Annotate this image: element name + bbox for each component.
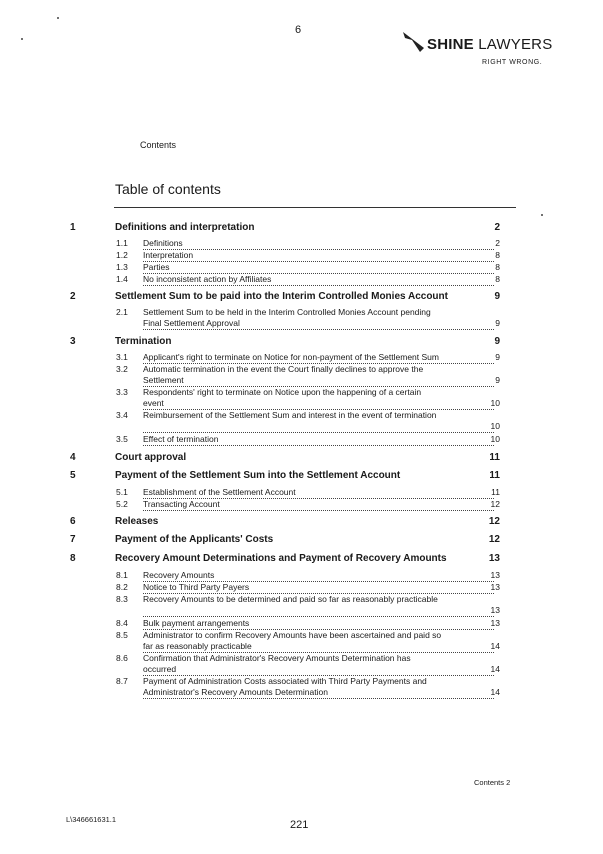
shine-lawyers-logo — [402, 30, 552, 74]
toc-subsection-line: Automatic termination in the event the Court finally declines to approve the — [143, 364, 424, 374]
toc-subsection-number: 8.7 — [116, 676, 128, 686]
toc-subsection-title — [143, 434, 498, 446]
toc-subsection-page: 14 — [490, 641, 500, 651]
toc-subsection-number: 8.3 — [116, 594, 128, 604]
toc-subsection-number: 5.2 — [116, 499, 128, 509]
toc-subsection-number: 3.3 — [116, 387, 128, 397]
toc-subsection-page: 8 — [495, 262, 500, 272]
toc-subsection-number: 3.5 — [116, 434, 128, 444]
toc-section-page: 2 — [494, 222, 500, 233]
toc-subsection-line: far as reasonably practicable — [143, 641, 494, 653]
toc-subsection-title — [143, 653, 498, 676]
logo-swoosh-icon — [402, 30, 426, 54]
toc-subsection-line: Settlement Sum to be held in the Interim Controlled Monies Account pending — [143, 307, 431, 317]
toc-subsection-title — [143, 262, 498, 274]
toc-subsection-page: 13 — [490, 570, 500, 580]
toc-section-title: Definitions and interpretation — [115, 222, 255, 233]
toc-subsection-number: 8.5 — [116, 630, 128, 640]
toc-subsection-title — [143, 274, 498, 286]
toc-subsection-page: 8 — [495, 250, 500, 260]
toc-section-page: 12 — [488, 534, 500, 545]
toc-subsection-line — [143, 421, 494, 433]
toc-subsection-page: 14 — [490, 664, 500, 674]
toc-subsection-title — [143, 676, 498, 699]
toc-subsection-page: 9 — [495, 352, 500, 362]
toc-subsection-number: 1.3 — [116, 262, 128, 272]
toc-subsection-line: Respondents' right to terminate on Notice upon the happening of a certain — [143, 387, 422, 397]
toc-subsection-title — [143, 364, 498, 387]
toc-subsection-line: Final Settlement Approval — [143, 318, 494, 330]
toc-subsection-line: Recovery Amounts to be determined and paid so far as reasonably practicable — [143, 594, 438, 604]
toc-subsection-number: 3.1 — [116, 352, 128, 362]
toc-section-number: 5 — [70, 470, 76, 481]
footer-page-number: 221 — [290, 819, 309, 831]
toc-section-number: 1 — [70, 222, 76, 233]
toc-section-page: 13 — [488, 553, 500, 564]
toc-subsection-title — [143, 582, 498, 594]
toc-subsection-title — [143, 487, 498, 499]
toc-section-page: 9 — [494, 336, 500, 347]
toc-subsection-line: Parties — [143, 262, 494, 274]
section-label: Contents — [140, 140, 177, 150]
toc-subsection-line: Recovery Amounts — [143, 570, 494, 582]
footer-document-id: L\346661631.1 — [66, 815, 117, 824]
toc-subsection-page: 9 — [495, 375, 500, 385]
toc-section-title: Termination — [115, 336, 172, 347]
toc-section-title: Payment of the Applicants' Costs — [115, 534, 274, 545]
toc-subsection-number: 5.1 — [116, 487, 128, 497]
toc-subsection-title — [143, 618, 498, 630]
toc-subsection-page: 10 — [490, 434, 500, 444]
toc-section-page: 11 — [489, 470, 500, 481]
toc-section-page: 12 — [488, 516, 500, 527]
scan-speck — [57, 17, 59, 19]
title-rule — [114, 207, 516, 208]
top-page-number: 6 — [295, 24, 302, 36]
toc-section-title: Payment of the Settlement Sum into the Settlement Account — [115, 470, 401, 481]
scan-speck — [541, 214, 543, 216]
toc-section-page: 9 — [494, 291, 500, 302]
toc-subsection-page: 2 — [495, 238, 500, 248]
toc-subsection-line: Applicant's right to terminate on Notice for non-payment of the Settlement Sum — [143, 352, 494, 364]
toc-section-title: Recovery Amount Determinations and Payment of Recovery Amounts — [115, 553, 447, 564]
toc-subsection-line: Payment of Administration Costs associated with Third Party Payments and — [143, 676, 427, 686]
toc-subsection-page: 10 — [490, 398, 500, 408]
toc-subsection-number: 1.2 — [116, 250, 128, 260]
toc-subsection-line: Reimbursement of the Settlement Sum and interest in the event of termination — [143, 410, 437, 420]
toc-subsection-title — [143, 307, 498, 330]
toc-subsection-line: Confirmation that Administrator's Recovery Amounts Determination has — [143, 653, 411, 663]
toc-section-page: 11 — [489, 452, 500, 463]
toc-subsection-page: 14 — [490, 687, 500, 697]
logo-tagline: RIGHT WRONG. — [482, 59, 543, 66]
toc-subsection-title — [143, 352, 498, 364]
toc-subsection-line: Administrator's Recovery Amounts Determination — [143, 687, 494, 699]
toc-section-number: 6 — [70, 516, 76, 527]
toc-section-number: 4 — [70, 452, 76, 463]
toc-subsection-line: occurred — [143, 664, 494, 676]
toc-subsection-page: 8 — [495, 274, 500, 284]
toc-subsection-number: 1.1 — [116, 238, 128, 248]
toc-subsection-number: 8.6 — [116, 653, 128, 663]
toc-section-title: Settlement Sum to be paid into the Interim Controlled Monies Account — [115, 291, 448, 302]
logo-name: SHINE LAWYERS — [427, 36, 553, 53]
toc-subsection-number: 8.2 — [116, 582, 128, 592]
toc-subsection-line: Notice to Third Party Payers — [143, 582, 494, 594]
toc-subsection-line: Settlement — [143, 375, 494, 387]
toc-subsection-title — [143, 499, 498, 511]
toc-subsection-line: Bulk payment arrangements — [143, 618, 494, 630]
toc-subsection-line: No inconsistent action by Affiliates — [143, 274, 494, 286]
toc-subsection-number: 8.4 — [116, 618, 128, 628]
toc-subsection-line: Definitions — [143, 238, 494, 250]
toc-subsection-line: event — [143, 398, 494, 410]
toc-subsection-line — [143, 605, 494, 617]
toc-subsection-title — [143, 250, 498, 262]
toc-subsection-title — [143, 387, 498, 410]
toc-subsection-title — [143, 594, 498, 617]
toc-subsection-title — [143, 570, 498, 582]
toc-section-number: 7 — [70, 534, 76, 545]
toc-subsection-title — [143, 630, 498, 653]
toc-subsection-line: Effect of termination — [143, 434, 494, 446]
toc-subsection-number: 1.4 — [116, 274, 128, 284]
scan-speck — [21, 38, 23, 40]
toc-subsection-page: 10 — [490, 421, 500, 431]
toc-section-number: 3 — [70, 336, 76, 347]
toc-subsection-page: 11 — [491, 487, 500, 497]
toc-subsection-line: Administrator to confirm Recovery Amounts have been ascertained and paid so — [143, 630, 442, 640]
toc-section-title: Court approval — [115, 452, 187, 463]
toc-subsection-number: 8.1 — [116, 570, 128, 580]
toc-subsection-number: 2.1 — [116, 307, 128, 317]
toc-subsection-page: 13 — [490, 618, 500, 628]
toc-section-title: Releases — [115, 516, 159, 527]
toc-subsection-page: 13 — [490, 605, 500, 615]
toc-subsection-line: Interpretation — [143, 250, 494, 262]
toc-section-number: 8 — [70, 553, 76, 564]
toc-title: Table of contents — [115, 181, 221, 197]
toc-subsection-line: Transacting Account — [143, 499, 494, 511]
toc-subsection-number: 3.2 — [116, 364, 128, 374]
toc-subsection-title — [143, 238, 498, 250]
toc-subsection-page: 13 — [490, 582, 500, 592]
footer-section-page: Contents 2 — [474, 778, 511, 787]
toc-subsection-page: 9 — [495, 318, 500, 328]
toc-section-number: 2 — [70, 291, 76, 302]
toc-subsection-title — [143, 410, 498, 433]
toc-subsection-line: Establishment of the Settlement Account — [143, 487, 494, 499]
toc-subsection-number: 3.4 — [116, 410, 128, 420]
toc-subsection-page: 12 — [490, 499, 500, 509]
